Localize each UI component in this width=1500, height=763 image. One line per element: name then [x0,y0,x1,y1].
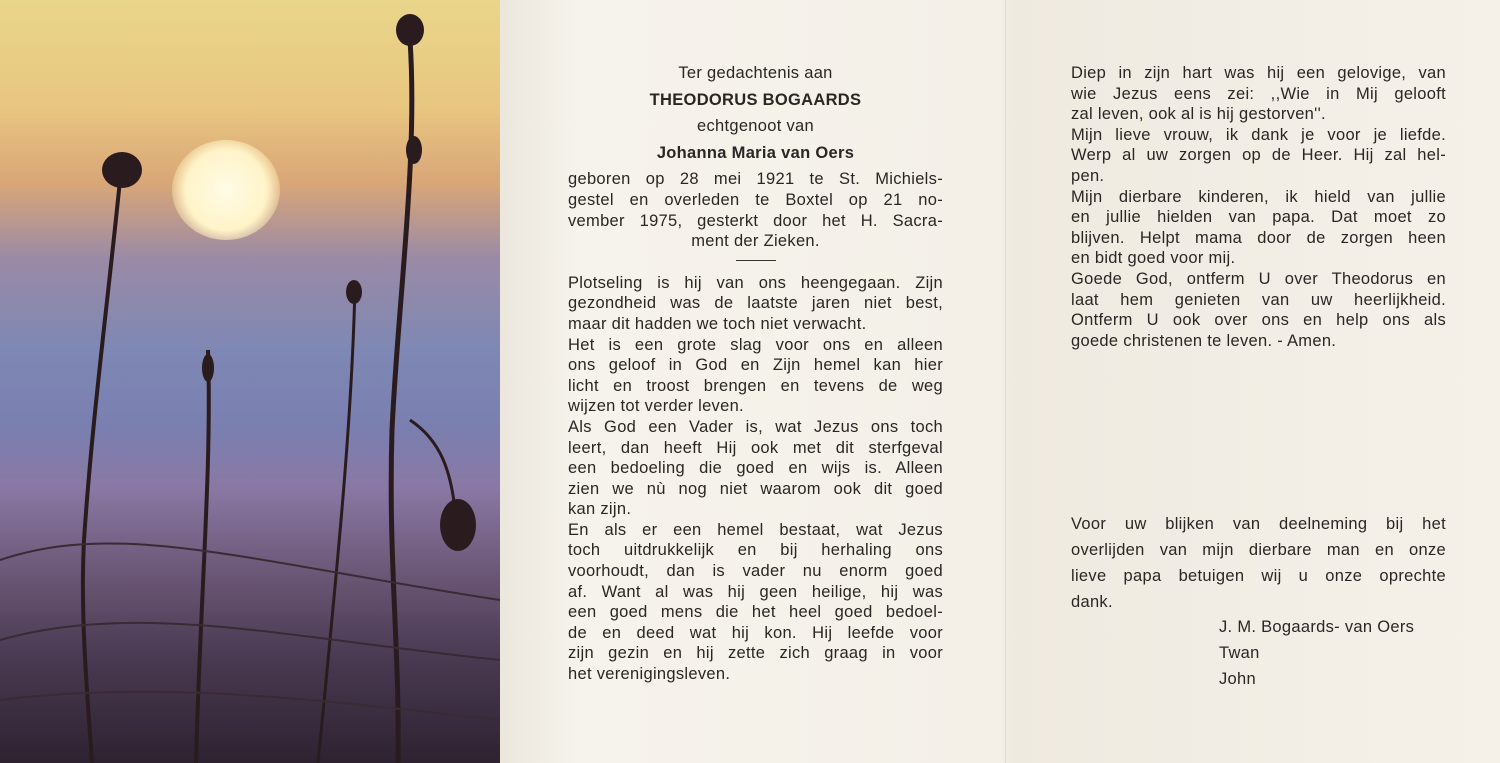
text-line: goede christenen te leven. - Amen. [1071,331,1337,350]
text-line: overlijden van mijn dierbare man en onze [1071,541,1446,559]
birth-paragraph [568,169,943,251]
text-line: maar dit hadden we toch niet verwacht. [568,314,867,333]
text-line: Als God een Vader is, wat Jezus ons toch [568,417,943,436]
text-line: een bedoeling die goed en wijs is. Alleen [568,459,943,478]
text-line: leert, dan heeft Hij ook met dit sterfgeval [568,438,943,457]
text-line: Plotseling is hij van ons heengegaan. Zijn [568,273,943,292]
text-line: pen. [1071,166,1105,185]
text-line: zien we nù nog niet waarom ook dit goed [568,479,943,498]
text-line: zijn gezin en hij zette zich graag in voor [568,644,943,663]
spouse-name: Johanna Maria van Oers [656,143,855,162]
text-line: de en deed wat hij kon. Hij leefde voor [568,623,943,642]
text-line: wie Jezus eens zei: ,,Wie in Mij gelooft [1071,84,1446,103]
text-line: En als er een hemel bestaat, wat Jezus [568,520,943,539]
text-line: voorhoudt, dan is vader nu enorm goed [568,562,943,581]
text-line: lieve papa betuigen wij u onze oprechte [1071,567,1446,585]
text-line: Ontferm U ook over ons en help ons als [1071,311,1446,330]
text-line: vember 1975, gesterkt door het H. Sacra- [568,211,943,230]
signature-line: J. M. Bogaards- van Oers [1219,618,1415,636]
text-line: kan zijn. [568,500,632,519]
text-line: toch uitdrukkelijk en bij herhaling ons [568,541,943,560]
thanks-paragraph [1071,511,1446,615]
text-line: laat hem genieten van uw heerlijkheid. [1071,290,1446,309]
text-line: Mijn dierbare kinderen, ik hield van jullie [1071,187,1446,206]
text-line: Voor uw blijken van deelneming bij het [1071,515,1446,533]
signature-line: John [1219,670,1256,688]
text-line: Goede God, ontferm U over Theodorus en [1071,269,1446,288]
text-line: dank. [1071,593,1113,611]
text-line: het verenigingsleven. [568,665,731,684]
text-line: licht en troost brengen en tevens de weg [568,376,943,395]
text-line: gezondheid was de laatste jaren niet best, [568,294,943,313]
text-line: een goed mens die het heel goed bedoel- [568,603,943,622]
text-line: wijzen tot verder leven. [568,397,744,416]
text-line: gestel en overleden te Boxtel op 21 no- [568,190,943,209]
text-line: en bidt goed voor mij. [1071,249,1236,268]
sunset-photo [0,0,500,763]
signatures [1219,614,1414,692]
text-line: en jullie hielden van papa. Dat moet zo [1071,208,1446,227]
divider [736,260,776,261]
text-line: ons geloof in God en Zijn hemel kan hier [568,356,943,375]
text-line: Diep in zijn hart was hij een gelovige, van [1071,64,1446,82]
header-line: Ter gedachtenis aan [678,64,833,82]
text-line: geboren op 28 mei 1921 te St. Michiels- [568,170,943,189]
text-line: ment der Zieken. [691,232,820,251]
plant-silhouettes [0,0,500,763]
text-line: Werp al uw zorgen op de Heer. Hij zal hel- [1071,146,1446,165]
text-line: blijven. Helpt mama door de zorgen heen [1071,228,1446,247]
text-line: zal leven, ook al is hij gestorven''. [1071,105,1326,124]
body-text [568,273,943,685]
text-line: af. Want al was hij geen heilige, hij was [568,582,943,601]
middle-panel [568,63,943,685]
text-line: Mijn lieve vrouw, ik dank je voor je liefde. [1071,125,1446,144]
right-panel [1071,63,1446,351]
text-line: Het is een grote slag voor ons en alleen [568,335,943,354]
fold-line [1005,0,1006,763]
deceased-name: THEODORUS BOGAARDS [649,90,862,109]
signature-line: Twan [1219,644,1260,662]
header-line: echtgenoot van [696,117,815,136]
